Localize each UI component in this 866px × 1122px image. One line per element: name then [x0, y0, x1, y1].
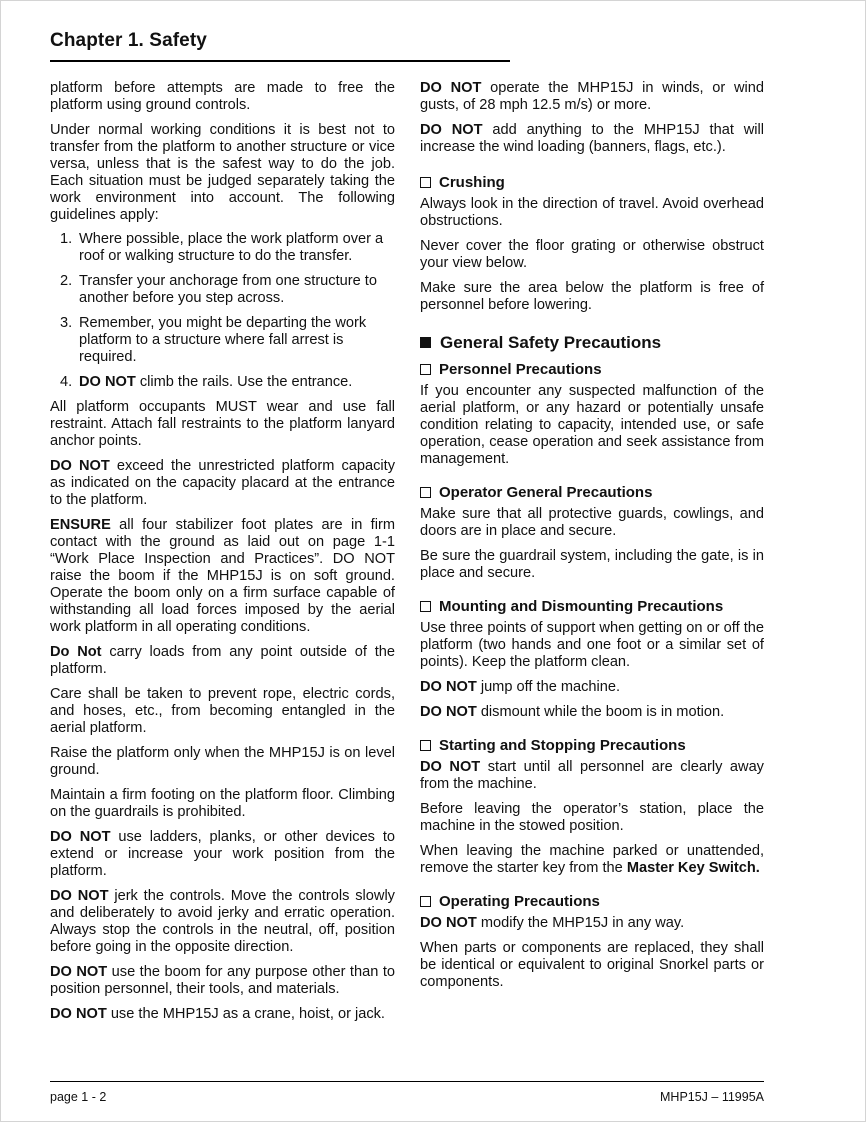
paragraph: DO NOT use the MHP15J as a crane, hoist, or jack. [50, 1006, 385, 1022]
square-bullet-icon [420, 337, 431, 348]
paragraph: DO NOT use the boom for any purpose other than to position personnel, their tools, and materials. [50, 964, 395, 997]
starting-heading: Starting and Stopping Precautions [420, 737, 764, 754]
paragraph: DO NOT modify the MHP15J in any way. [420, 915, 685, 931]
paragraph: If you encounter any suspected malfunction of the aerial platform, or any hazard or potentially unsafe condition relating to capacity, intended use, or safe operation, cease operation and seek assistance from management. [420, 383, 764, 467]
paragraph: Raise the platform only when the MHP15J is on level ground. [50, 745, 395, 778]
paragraph: Make sure the area below the platform is free of personnel before lowering. [420, 280, 764, 313]
chapter-title: Chapter 1. Safety [50, 30, 207, 51]
personnel-heading: Personnel Precautions [420, 361, 764, 378]
operator-heading: Operator General Precautions [420, 484, 764, 501]
operating-heading: Operating Precautions [420, 893, 764, 910]
paragraph: When parts or components are replaced, they shall be identical or equivalent to original Snorkel parts or components. [420, 940, 764, 990]
paragraph: Care shall be taken to prevent rope, electric cords, and hoses, etc., from becoming entangled in the aerial platform. [50, 686, 395, 736]
paragraph: Use three points of support when getting on or off the platform (two hands and one foot or a similar set of points). Keep the platform clean. [420, 620, 764, 670]
list-item: 4. DO NOT climb the rails. Use the entrance. [60, 374, 353, 390]
list-item: 1. Where possible, place the work platform over a roof or walking structure to do the transfer. [60, 231, 384, 264]
checkbox-icon [420, 177, 431, 188]
guidelines-list [50, 231, 395, 391]
paragraph: All platform occupants MUST wear and use fall restraint. Attach fall restraints to the platform lanyard anchor points. [50, 399, 395, 449]
paragraph: Do Not carry loads from any point outside of the platform. [50, 644, 396, 677]
paragraph: Before leaving the operator’s station, place the machine in the stowed position. [420, 801, 764, 834]
paragraph: DO NOT jerk the controls. Move the controls slowly and deliberately to avoid jerky and erratic operation. Always stop the controls in the neutral, off, position before going in the opposite direction. [50, 888, 395, 955]
list-item: 3. Remember, you might be departing the work platform to a structure where fall arrest is required. [60, 315, 367, 365]
paragraph: DO NOT operate the MHP15J in winds, or wind gusts, of 28 mph 12.5 m/s) or more. [420, 80, 764, 113]
paragraph: platform before attempts are made to free the platform using ground controls. [50, 80, 395, 113]
paragraph: DO NOT start until all personnel are clearly away from the machine. [420, 759, 764, 792]
right-column [420, 80, 764, 999]
paragraph: Always look in the direction of travel. Avoid overhead obstructions. [420, 196, 764, 229]
paragraph: Under normal working conditions it is best not to transfer from the platform to another structure or vice versa, unless that is the safest way to do the job. Each situation must be judged separately taking the work environment into account. The following guidelines apply: [50, 122, 395, 223]
footer-rule [50, 1081, 764, 1082]
checkbox-icon [420, 487, 431, 498]
checkbox-icon [420, 896, 431, 907]
document-id: MHP15J – 11995A [660, 1090, 764, 1104]
paragraph: ENSURE all four stabilizer foot plates are in firm contact with the ground as laid out on page 1-1 “Work Place Inspection and Practices”. DO NOT raise the boom if the MHP15J is on soft ground. Operate the boom only on a firm surface capable of withstanding all load forces imposed by the aerial work platform in all operating conditions. [50, 517, 395, 635]
checkbox-icon [420, 601, 431, 612]
paragraph: DO NOT add anything to the MHP15J that will increase the wind loading (banners, flags, etc.). [420, 122, 764, 155]
title-rule [50, 60, 510, 62]
list-item: 2. Transfer your anchorage from one structure to another before you step across. [60, 273, 377, 306]
paragraph: When leaving the machine parked or unattended, remove the starter key from the Master Key Switch. [420, 843, 764, 876]
left-column [50, 80, 395, 1031]
general-safety-heading: General Safety Precautions [420, 334, 764, 351]
paragraph: DO NOT exceed the unrestricted platform capacity as indicated on the capacity placard at the entrance to the platform. [50, 458, 395, 508]
checkbox-icon [420, 740, 431, 751]
mounting-heading: Mounting and Dismounting Precautions [420, 598, 764, 615]
crushing-heading: Crushing [420, 174, 764, 191]
paragraph: DO NOT jump off the machine. [420, 679, 621, 695]
page-number: page 1 - 2 [50, 1090, 107, 1104]
paragraph: Maintain a firm footing on the platform floor. Climbing on the guardrails is prohibited. [50, 787, 395, 820]
paragraph: DO NOT use ladders, planks, or other devices to extend or increase your work position from the platform. [50, 829, 395, 879]
checkbox-icon [420, 364, 431, 375]
paragraph: Make sure that all protective guards, cowlings, and doors are in place and secure. [420, 506, 764, 539]
paragraph: Be sure the guardrail system, including the gate, is in place and secure. [420, 548, 764, 581]
paragraph: Never cover the floor grating or otherwise obstruct your view below. [420, 238, 764, 271]
paragraph: DO NOT dismount while the boom is in motion. [420, 704, 725, 720]
